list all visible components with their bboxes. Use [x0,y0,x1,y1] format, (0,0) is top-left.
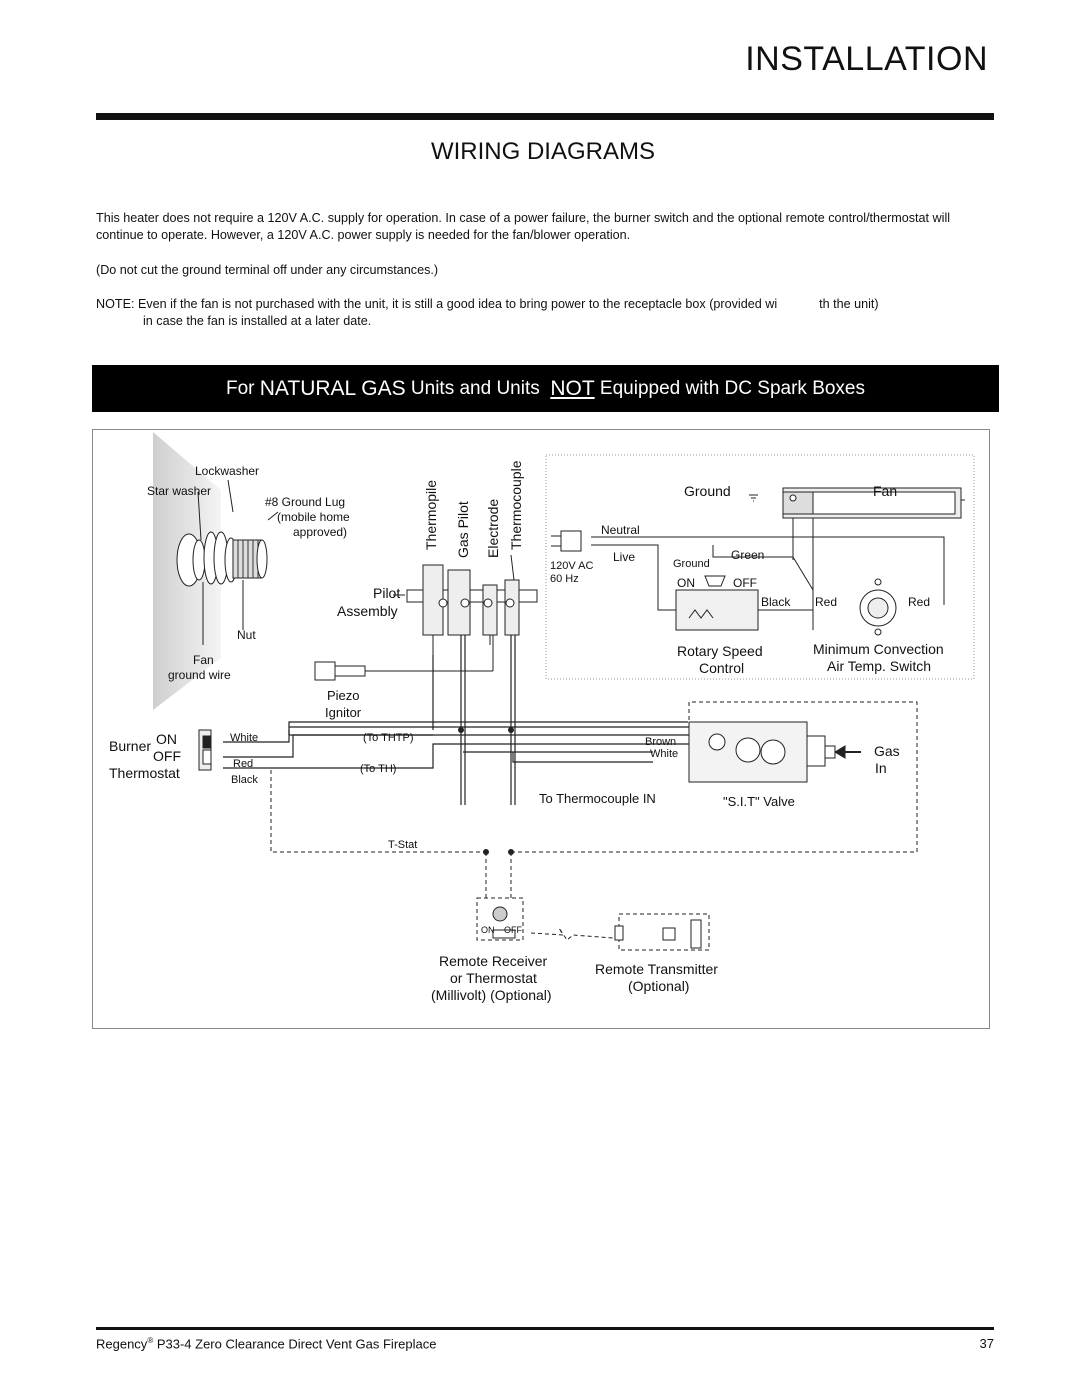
gas-in-label-2: In [875,760,887,776]
wire-red-label-2: Red [815,595,838,609]
note-line-1: NOTE: Even if the fan is not purchased with the unit, it is still a good idea to bring power to the receptacle box (provided wi th the unit) [96,297,879,311]
wire-red-label: Red [233,758,254,770]
top-rule [96,113,994,120]
nut-label: Nut [237,628,256,642]
sit-valve-icon [689,722,861,782]
fan-ground-label-1: Fan [193,653,214,667]
burner-on-label: ON [156,731,177,747]
burner-label: Burner [109,738,152,754]
tstat-junctions [458,727,514,855]
page-subtitle: WIRING DIAGRAMS [430,138,655,165]
wire-white-label: White [230,732,259,744]
ground-terminal-note: (Do not cut the ground terminal off under any circumstances.) [96,263,439,277]
live-label: Live [613,550,636,564]
pilot-assembly-label-1: Pilot [373,585,401,601]
footer-brand: Regency [96,1336,148,1352]
transmitter-label-2: (Optional) [628,978,690,994]
registered-mark: ® [147,1336,154,1345]
wire-black-label: Black [231,774,258,786]
to-th-label: (To TH) [360,763,397,775]
piezo-ignitor-icon [315,635,493,680]
gas-pilot-label: Gas Pilot [455,501,471,558]
ground-label-2: Ground [673,558,710,570]
piezo-label-1: Piezo [327,688,360,703]
min-convection-label-2: Air Temp. Switch [827,658,931,674]
wire-brown-label: Brown [645,736,677,748]
receiver-off-label: OFF [504,925,522,935]
page-number: 37 [979,1336,994,1351]
ground-lug-label-3: approved) [293,525,348,539]
ac-frequency-label: 60 Hz [550,573,579,585]
wire-red-label-3: Red [908,595,931,609]
fan-power-note [96,296,994,330]
footer-rule [96,1327,994,1330]
to-thtp-label: (To THTP) [363,732,414,744]
switch-off-label: OFF [733,576,757,590]
electrode-label: Electrode [485,498,501,558]
note-line-2: in case the fan is installed at a later date. [143,314,372,328]
ground-label: Ground [684,483,731,499]
green-label: Green [731,548,765,562]
to-thermocouple-in-label: To Thermocouple IN [539,791,656,806]
transmitter-label-1: Remote Transmitter [595,961,718,977]
ground-lug-label-1: #8 Ground Lug [265,495,346,509]
thermostat-label: Thermostat [109,765,180,781]
receiver-label-1: Remote Receiver [439,953,548,969]
wiring-diagram [93,430,989,1028]
min-convection-label-1: Minimum Convection [813,641,944,657]
piezo-label-2: Ignitor [325,705,362,720]
burner-switch-icon[interactable] [199,730,211,770]
remote-transmitter-icon[interactable] [615,920,701,948]
thermocouple-label: Thermocouple [508,460,524,550]
burner-off-label: OFF [153,748,181,764]
star-washer-label: Star washer [147,484,212,498]
footer-product-title [96,1336,436,1351]
receiver-label-3: (Millivolt) (Optional) [431,987,552,1003]
fan-ground-label-2: ground wire [168,668,231,682]
banner-not: NOT [550,376,595,400]
wire-black-label-2: Black [761,595,791,609]
rotary-speed-label-2: Control [699,660,745,676]
receiver-label-2: or Thermostat [450,970,537,986]
receiver-on-label: ON [481,925,495,935]
banner-dc-spark: Equipped with DC Spark Boxes [594,377,866,399]
neutral-label: Neutral [601,523,640,537]
sit-valve-label: "S.I.T" Valve [723,794,795,809]
ac-plug-icon [551,531,581,551]
intro-paragraph: This heater does not require a 120V A.C. supply for operation. In case of a power failure, the burner switch and the optional remote control/thermostat will continue to operate. However, a 120V A.C. power supply is needed for the fan/blower operation. [96,211,951,242]
tstat-label: T-Stat [388,839,418,851]
pilot-assembly-label-2: Assembly [337,603,398,619]
fan-label: Fan [873,483,898,499]
wiring-lines [223,635,693,805]
banner-units: Units and Units [405,377,551,399]
ac-voltage-label: 120V AC [550,560,594,572]
wire-white-label-2: White [650,748,679,760]
ground-lug-label-2: (mobile home [277,510,350,524]
section-title: INSTALLATION [745,40,988,78]
lockwasher-label: Lockwasher [195,464,260,478]
section-banner [92,365,999,412]
banner-for: For [225,377,260,399]
rotary-speed-label-1: Rotary Speed [677,643,763,659]
footer-model: P33-4 Zero Clearance Direct Vent Gas Fireplace [153,1336,437,1352]
air-temp-switch-icon [860,579,896,635]
banner-natural-gas: NATURAL GAS [259,376,406,400]
switch-on-label: ON [677,576,695,590]
thermopile-label: Thermopile [423,479,439,550]
gas-in-label-1: Gas [874,743,900,759]
wiring-diagram-frame [92,429,990,1029]
